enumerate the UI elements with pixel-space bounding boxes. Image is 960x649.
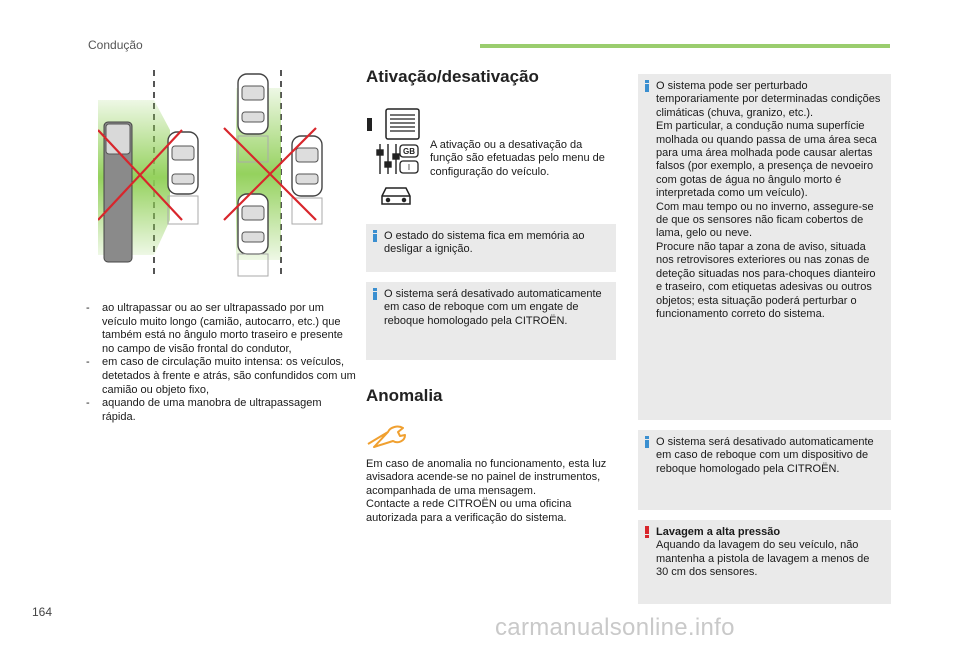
anomaly-text: Em caso de anomalia no funcionamento, esta luz avisadora acende-se no painel de instrumentos, acompanhada de uma mensagem. Contacte a rede CITROËN ou uma oficina autorizada para a verificação do sistema. (366, 458, 607, 524)
language-icon (400, 145, 418, 173)
watermark: carmanualsonline.info (495, 614, 735, 641)
menu-config-icons (366, 108, 422, 218)
memory-note (366, 224, 616, 272)
wrench-warning-icon (366, 424, 408, 448)
disturbance-note (638, 74, 891, 420)
info-icon (370, 230, 380, 242)
vehicle-icon (382, 188, 410, 204)
car-center-bottom (238, 194, 268, 276)
disturbance-note-text: O sistema pode ser perturbado temporariamente por determinadas condições climáticas (chuva, granizo, etc.). Em particular, a condução numa superfície molhada ou quando passa de uma área seca para uma área molhada pode causar alertas falsos (por exemplo, a presença de nevoeiro com gotas de água no ângulo morto é interpretada como um veículo). Com mau tempo ou no inverno, assegure-se de que os sensores não ficam cobertos de lama, gelo ou neve. Procure não tapar a zona de aviso, situada nos retrovisores exteriores ou nas zonas de deteção situadas nos para-choques dianteiro e traseiro, com etiquetas adesivas ou outros objetos; esta situação poderá perturbar o funcionamento correto do sistema. (656, 80, 881, 320)
warning-icon (642, 526, 652, 538)
washing-warning-text: Aquando da lavagem do seu veículo, não mantenha a pistola de lavagem a menos de 30 cm dos sensores. (656, 539, 870, 579)
blind-spot-illustration (98, 70, 338, 278)
washing-warning (638, 520, 891, 604)
page-number: 164 (32, 605, 53, 619)
touchscreen-icon (367, 109, 419, 139)
section-title: Condução (88, 38, 143, 52)
info-icon (642, 80, 652, 92)
towing-device-note (638, 430, 891, 510)
truck (104, 122, 132, 262)
info-icon (642, 436, 652, 448)
towing-note-text: O sistema será desativado automaticamente em caso de reboque com um engate de reboque homologado pela CITROËN. (384, 288, 602, 327)
list-item: - ao ultrapassar ou ao ser ultrapassado por um veículo muito longo (camião, autocarro, etc.) que também está no ângulo morto traseiro e presente no campo de visão frontal do condutor, (86, 302, 343, 355)
conditions-list (86, 302, 356, 424)
info-icon (370, 288, 380, 300)
list-item: - aquando de uma manobra de ultrapassagem rápida. (86, 397, 322, 423)
activation-title: Ativação/desativação (366, 67, 539, 86)
memory-note-text: O estado do sistema fica em memória ao desligar a ignição. (384, 230, 585, 256)
washing-warning-title: Lavagem a alta pressão (656, 526, 781, 538)
svg-text:GB: GB (403, 147, 415, 156)
towing-device-note-text: O sistema será desativado automaticamente em caso de reboque com um dispositivo de reboque homologado pela CITROËN. (656, 436, 874, 475)
towing-note (366, 282, 616, 360)
settings-sliders-icon (377, 144, 399, 174)
anomaly-title: Anomalia (366, 386, 443, 405)
svg-text:I: I (407, 163, 411, 172)
list-item: - em caso de circulação muito intensa: os veículos, detetados à frente e atrás, são confundidos com um camião ou objeto fixo, (86, 356, 356, 396)
section-accent-bar (480, 44, 890, 48)
activation-text: A ativação ou a desativação da função são efetuadas pelo menu de configuração do veículo. (430, 139, 605, 178)
